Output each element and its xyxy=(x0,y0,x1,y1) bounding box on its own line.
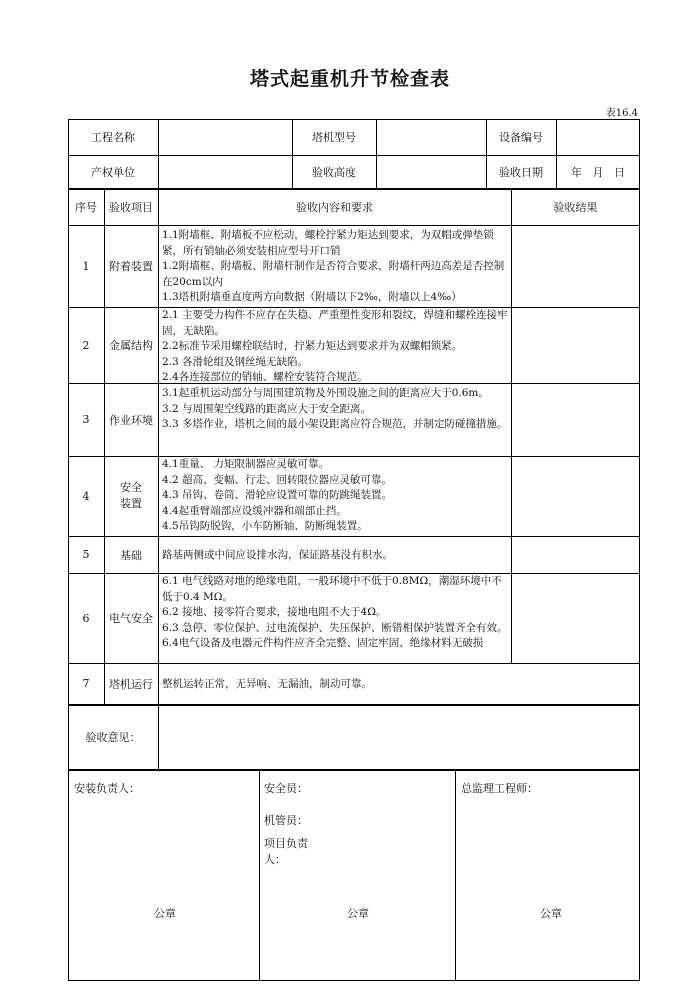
row-6-item: 电气安全 xyxy=(109,612,153,625)
row-3-no: 3 xyxy=(82,413,90,426)
date-value[interactable]: 年 月 日 xyxy=(571,165,625,179)
row-2-line-2: 2.2标准节采用螺栓联结时，拧紧力矩达到要求并为双螺帽锁紧。 xyxy=(162,340,463,352)
project-manager-line-2: 人： xyxy=(264,853,286,866)
row-5-line-1: 路基两侧或中间应设排水沟，保证路基没有积水。 xyxy=(162,549,393,561)
row-4-item xyxy=(104,456,158,536)
col-no-header: 序号 xyxy=(75,200,97,214)
row-4-item-line-1: 安全 xyxy=(120,481,142,494)
row-2-content xyxy=(162,308,509,382)
row-1-no: 1 xyxy=(82,259,90,273)
row-4-line-3: 4.3 吊钩、卷筒、滑轮应设置可靠的防跳绳装置。 xyxy=(162,489,393,501)
col-content-header: 验收内容和要求 xyxy=(296,200,373,214)
opinion-field[interactable] xyxy=(158,704,640,769)
row-6-result[interactable] xyxy=(511,573,640,663)
safety-officer-signature: 安全员： xyxy=(264,782,308,795)
row-6-line-2: 6.2 接地、接零符合要求，接地电阻不大于4Ω。 xyxy=(162,606,387,618)
row-2-no: 2 xyxy=(82,338,90,352)
project-name-label: 工程名称 xyxy=(91,131,135,144)
row-7-result[interactable] xyxy=(511,663,640,704)
row-1-line-1: 1.1附墙框、附墙板不应松动，螺栓拧紧力矩达到要求，为双帽或弹垫锁紧，所有销轴必须安装相应型号开口销 xyxy=(162,229,494,257)
row-6-content xyxy=(162,574,509,662)
owner-label: 产权单位 xyxy=(91,165,135,179)
row-2-line-3: 2.3 各滑轮组及钢丝绳无缺陷。 xyxy=(162,355,309,368)
row-3-item: 作业环境 xyxy=(109,413,153,427)
row-1-content xyxy=(162,228,509,306)
row-4-content xyxy=(162,457,509,536)
project-manager-signature xyxy=(264,836,308,868)
row-3-line-2: 3.2 与周围架空线路的距离应大于安全距离。 xyxy=(162,402,372,415)
row-7-no: 7 xyxy=(82,677,90,690)
row-3-content xyxy=(162,386,509,456)
row-6-line-1: 6.1 电气线路对地的绝缘电阻，一般环境中不低于0.8MΩ，潮湿环境中不低于0.4 MΩ。 xyxy=(162,575,502,603)
project-name-value[interactable] xyxy=(158,119,292,155)
equipment-no-value[interactable] xyxy=(556,119,640,155)
row-4-line-4: 4.4起重臂端部应设缓冲器和端部止挡。 xyxy=(162,504,347,517)
row-4-item-line-2: 装置 xyxy=(120,497,142,510)
row-5-item: 基础 xyxy=(120,548,142,562)
equipment-no-label: 设备编号 xyxy=(499,131,543,144)
row-1-item: 附着装置 xyxy=(109,260,153,273)
row-5-content xyxy=(162,536,509,573)
row-4-result[interactable] xyxy=(511,456,640,536)
row-7-content xyxy=(162,663,509,704)
row-6-no: 6 xyxy=(82,611,90,625)
row-4-line-5: 4.5吊钩防脱钩，小车防断轴、防断绳装置。 xyxy=(162,520,368,532)
row-2-item: 金属结构 xyxy=(109,339,153,352)
row-2-line-1: 2.1 主要受力构件不应存在失稳、严重塑性变形和裂纹，焊缝和螺栓连接牢固，无缺陷。 xyxy=(162,309,508,337)
seal-supervisor: 公章 xyxy=(540,907,562,920)
col-item-header: 验收项目 xyxy=(109,200,153,214)
date-label: 验收日期 xyxy=(499,165,543,179)
page-title: 塔式起重机升节检查表 xyxy=(249,68,450,90)
installer-signature: 安装负责人： xyxy=(74,782,140,795)
owner-value[interactable] xyxy=(158,155,292,188)
row-6-line-4: 6.4电气设备及电器元件构件应齐全完整、固定牢固、绝缘材料无破损 xyxy=(162,637,484,649)
row-1-line-3: 1.3塔机附墙垂直度两方向数据（附墙以下2‰，附墙以上4‰） xyxy=(162,291,462,303)
row-7-item: 塔机运行 xyxy=(109,677,153,691)
row-6-line-3: 6.3 急停、零位保护、过电流保护、失压保护、断错相保护装置齐全有效。 xyxy=(162,621,508,634)
row-5-no: 5 xyxy=(82,548,90,561)
row-4-line-2: 4.2 超高、变幅、行走、回转限位器应灵敏可靠。 xyxy=(162,473,393,486)
row-4-no: 4 xyxy=(82,489,90,503)
row-3-line-3: 3.3 多塔作业，塔机之间的最小架设距离应符合规范，并制定防碰撞措施。 xyxy=(162,418,508,430)
machine-manager-signature: 机管员： xyxy=(264,814,308,827)
height-value[interactable] xyxy=(376,155,486,188)
row-5-result[interactable] xyxy=(511,536,640,573)
supervisor-signature: 总监理工程师： xyxy=(461,782,538,795)
seal-installer: 公章 xyxy=(154,907,176,920)
crane-model-value[interactable] xyxy=(376,119,486,155)
row-4-line-1: 4.1重量、 力矩限制器应灵敏可靠。 xyxy=(162,458,330,470)
row-3-result[interactable] xyxy=(511,383,640,456)
col-result-header: 验收结果 xyxy=(553,200,598,214)
form-code: 表16.4 xyxy=(605,108,638,119)
row-7-line-1: 整机运转正常，无异响、无漏油，制动可靠。 xyxy=(162,678,372,690)
row-1-result[interactable] xyxy=(511,225,640,307)
height-label: 验收高度 xyxy=(312,165,356,179)
row-2-line-4: 2.4各连接部位的销轴、螺栓安装符合规范。 xyxy=(162,371,368,382)
crane-model-label: 塔机型号 xyxy=(312,131,356,144)
project-manager-line-1: 项目负责 xyxy=(264,837,308,850)
row-3-line-1: 3.1起重机运动部分与周围建筑物及外围设施之间的距离应大于0.6m。 xyxy=(162,387,489,399)
seal-safety: 公章 xyxy=(347,907,369,920)
opinion-label: 验收意见： xyxy=(85,730,141,744)
row-1-line-2: 1.2附墙框、附墙板、附墙杆制作是否符合要求，附墙杆两边高差是否控制在20cm以内 xyxy=(162,260,505,288)
row-2-result[interactable] xyxy=(511,307,640,383)
